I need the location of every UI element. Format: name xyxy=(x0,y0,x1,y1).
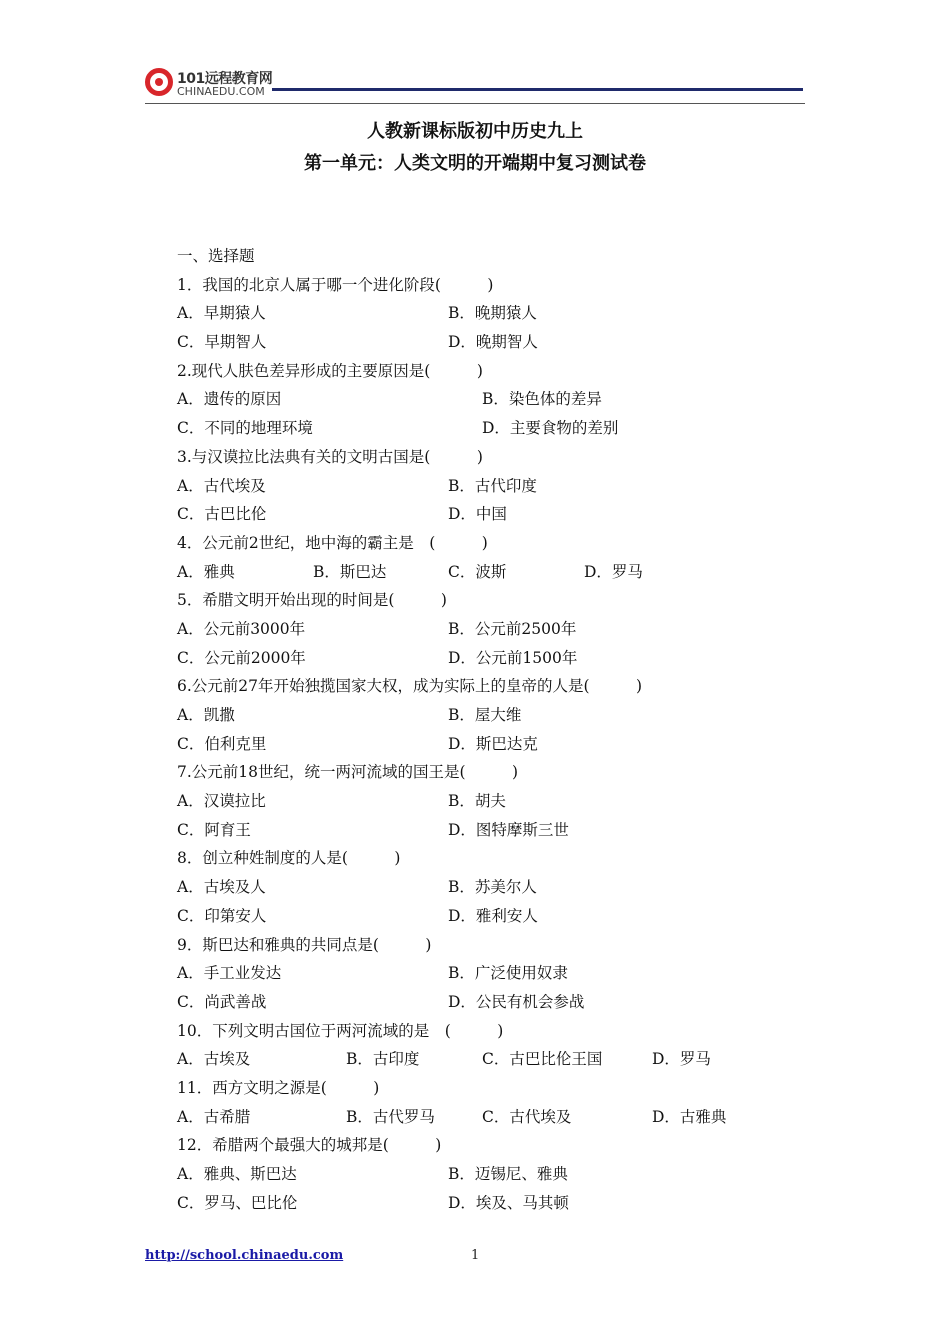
answer-option: D．古雅典 xyxy=(652,1107,727,1126)
question-stem xyxy=(177,1017,797,1046)
answer-option: D．斯巴达克 xyxy=(448,734,538,753)
answer-option: D．主要食物的差别 xyxy=(482,419,619,438)
answer-option: C．罗马、巴比伦 xyxy=(177,1193,298,1212)
question-stem xyxy=(177,586,797,615)
answer-option: C．印第安人 xyxy=(177,906,267,925)
header-rule-thick xyxy=(272,88,803,91)
answer-option: D．罗马 xyxy=(584,562,643,581)
answer-option: A．古埃及 xyxy=(177,1050,251,1069)
option-row xyxy=(177,988,797,1017)
option-row xyxy=(177,1189,797,1218)
option-row xyxy=(177,385,797,414)
answer-option: D．埃及、马其顿 xyxy=(448,1193,569,1212)
document-title: 人教新课标版初中历史九上 xyxy=(367,121,583,142)
question-text: 1．我国的北京人属于哪一个进化阶段( ) xyxy=(177,275,494,294)
header-rule-thin xyxy=(145,103,805,104)
answer-option: C．公元前2000年 xyxy=(177,648,306,667)
option-row xyxy=(177,816,797,845)
answer-option: B．古代印度 xyxy=(448,476,537,495)
page-number: 1 xyxy=(471,1248,480,1263)
page-header xyxy=(0,0,950,110)
answer-option: B．广泛使用奴隶 xyxy=(448,964,568,983)
answer-option: D．图特摩斯三世 xyxy=(448,820,569,839)
answer-option: D．中国 xyxy=(448,505,507,524)
option-row xyxy=(177,328,797,357)
option-row xyxy=(177,414,797,443)
answer-option: D．公元前1500年 xyxy=(448,648,578,667)
question-stem xyxy=(177,529,797,558)
answer-option: D．公民有机会参战 xyxy=(448,992,585,1011)
question-stem xyxy=(177,1131,797,1160)
question-text: 9．斯巴达和雅典的共同点是( ) xyxy=(177,935,432,954)
question-text: 6.公元前27年开始独揽国家大权，成为实际上的皇帝的人是( ) xyxy=(177,677,643,696)
answer-option: C．尚武善战 xyxy=(177,992,267,1011)
question-text: 12．希腊两个最强大的城邦是( ) xyxy=(177,1136,442,1155)
answer-option: C．古代埃及 xyxy=(482,1107,572,1126)
answer-option: A．凯撒 xyxy=(177,706,235,724)
document-subtitle: 第一单元：人类文明的开端期中复习测试卷 xyxy=(304,153,646,174)
question-text: 11．西方文明之源是( ) xyxy=(177,1078,380,1097)
answer-option: C．古巴比伦 xyxy=(177,505,267,524)
answer-option: A．遗传的原因 xyxy=(177,390,282,409)
option-row xyxy=(177,558,797,587)
answer-option: B．染色体的差异 xyxy=(482,390,602,409)
question-stem xyxy=(177,758,797,787)
option-row xyxy=(177,500,797,529)
question-text: 10．下列文明古国位于两河流域的是 ( ) xyxy=(177,1021,504,1040)
question-text: 3.与汉谟拉比法典有关的文明古国是( ) xyxy=(177,447,483,466)
question-text: 7.公元前18世纪，统一两河流域的国王是( ) xyxy=(177,763,519,782)
option-row xyxy=(177,787,797,816)
option-row xyxy=(177,644,797,673)
option-row xyxy=(177,1045,797,1074)
answer-option: A．古代埃及 xyxy=(177,476,266,495)
question-text: 4．公元前2世纪，地中海的霸主是 ( ) xyxy=(177,533,488,552)
option-row xyxy=(177,730,797,759)
question-stem xyxy=(177,443,797,472)
answer-option: B．苏美尔人 xyxy=(448,878,537,897)
question-stem xyxy=(177,672,797,701)
answer-option: C．波斯 xyxy=(448,562,507,581)
answer-option: B．斯巴达 xyxy=(313,562,387,581)
answer-option: B．屋大维 xyxy=(448,706,522,724)
answer-option: D．雅利安人 xyxy=(448,906,538,925)
question-text: 2.现代人肤色差异形成的主要原因是( ) xyxy=(177,361,483,380)
question-stem xyxy=(177,271,797,300)
footer-link[interactable]: http://school.chinaedu.com xyxy=(145,1248,344,1263)
answer-option: B．古印度 xyxy=(346,1050,420,1069)
question-list xyxy=(177,242,797,1217)
question-stem xyxy=(177,357,797,386)
answer-option: A．公元前3000年 xyxy=(177,619,306,638)
answer-option: B．晚期猿人 xyxy=(448,304,537,323)
answer-option: B．古代罗马 xyxy=(346,1107,435,1126)
answer-option: D．罗马 xyxy=(652,1050,711,1069)
option-row xyxy=(177,1160,797,1189)
answer-option: C．阿育王 xyxy=(177,820,251,839)
question-text: 5．希腊文明开始出现的时间是( ) xyxy=(177,591,447,610)
answer-option: C．早期智人 xyxy=(177,333,267,352)
answer-option: A．汉谟拉比 xyxy=(177,792,266,811)
answer-option: C．不同的地理环境 xyxy=(177,419,313,438)
answer-option: A．手工业发达 xyxy=(177,964,282,983)
question-text: 8．创立种姓制度的人是( ) xyxy=(177,849,401,868)
answer-option: C．伯利克里 xyxy=(177,734,267,753)
logo-text-en: CHINAEDU.COM xyxy=(177,85,265,98)
option-row xyxy=(177,902,797,931)
answer-option: D．晚期智人 xyxy=(448,333,538,352)
question-stem xyxy=(177,844,797,873)
option-row xyxy=(177,615,797,644)
answer-option: C．古巴比伦王国 xyxy=(482,1050,603,1069)
answer-option: B．迈锡尼、雅典 xyxy=(448,1165,568,1183)
answer-option: A．早期猿人 xyxy=(177,304,266,323)
option-row xyxy=(177,959,797,988)
chinaedu-logo xyxy=(145,68,275,102)
logo-text-cn: 101远程教育网 xyxy=(177,71,273,87)
logo-mark-icon xyxy=(145,68,173,96)
question-stem xyxy=(177,931,797,960)
answer-option: B．公元前2500年 xyxy=(448,619,577,638)
option-row xyxy=(177,1103,797,1132)
answer-option: A．古埃及人 xyxy=(177,878,266,897)
section-heading: 一、选择题 xyxy=(177,247,255,265)
option-row xyxy=(177,701,797,730)
option-row xyxy=(177,472,797,501)
question-stem xyxy=(177,1074,797,1103)
answer-option: A．古希腊 xyxy=(177,1107,251,1126)
answer-option: A．雅典 xyxy=(177,562,235,581)
option-row xyxy=(177,299,797,328)
option-row xyxy=(177,873,797,902)
answer-option: A．雅典、斯巴达 xyxy=(177,1165,297,1183)
answer-option: B．胡夫 xyxy=(448,792,506,811)
